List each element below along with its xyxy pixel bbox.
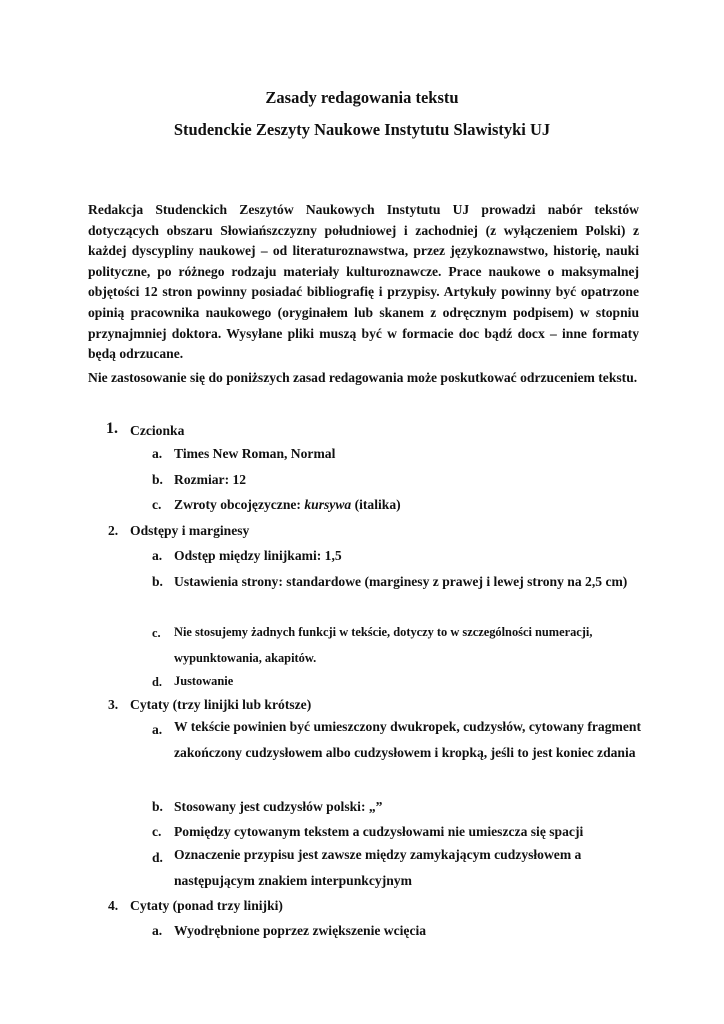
item-text: Ustawienia strony: standardowe (marginesy z prawej i lewej strony na 2,5 cm)	[174, 574, 628, 589]
item-text: Nie stosujemy żadnych funkcji w tekście, dotyczy to w szczególności numeracji, wypunktowania, akapitów.	[174, 625, 593, 665]
item-text: Justowanie	[174, 674, 234, 688]
item-letter: d.	[152, 850, 163, 865]
section-label: Odstępy i marginesy	[130, 523, 250, 538]
item-text: Wyodrębnione poprzez zwiększenie wcięcia	[174, 923, 427, 938]
item-letter: c.	[152, 497, 162, 512]
document-subtitle: Studenckie Zeszyty Naukowe Instytutu Slawistyki UJ	[173, 120, 551, 139]
item-letter: d.	[152, 675, 162, 689]
item-letter: a.	[152, 923, 163, 938]
section-label: Cytaty (ponad trzy linijki)	[130, 898, 283, 913]
item-letter: b.	[152, 574, 163, 589]
section-label: Czcionka	[130, 423, 185, 438]
item-text: Stosowany jest cudzysłów polski: „”	[174, 799, 383, 814]
item-letter: a.	[152, 446, 163, 461]
item-text: Odstęp między linijkami: 1,5	[174, 548, 342, 563]
item-letter: c.	[152, 626, 161, 640]
section-number: 4.	[108, 898, 119, 913]
document-title: Zasady redagowania tekstu	[265, 88, 459, 107]
item-text: W tekście powinien być umieszczony dwukropek, cudzysłów, cytowany fragment zakończony cudzysłowem albo cudzysłowem i kropką, jeśli to jest koniec zdania	[174, 719, 641, 760]
section-label: Cytaty (trzy linijki lub krótsze)	[130, 697, 312, 712]
item-letter: a.	[152, 722, 163, 737]
item-letter: a.	[152, 548, 163, 563]
item-text: Oznaczenie przypisu jest zawsze między zamykającym cudzysłowem a następującym znakiem interpunkcyjnym	[174, 847, 582, 888]
item-text: Pomiędzy cytowanym tekstem a cudzysłowami nie umieszcza się spacji	[174, 824, 584, 839]
item-text	[174, 492, 644, 518]
item-letter: b.	[152, 799, 163, 814]
item-text: Rozmiar: 12	[174, 472, 247, 487]
section-number: 2.	[108, 523, 119, 538]
warning-paragraph: Nie zastosowanie się do poniższych zasad redagowania może poskutkować odrzuceniem tekstu.	[88, 370, 638, 385]
item-text-plain: (italika)	[351, 497, 401, 512]
section-number: 1.	[106, 420, 118, 437]
section-number: 3.	[108, 697, 119, 712]
item-text: Times New Roman, Normal	[174, 446, 336, 461]
item-text-italic: kursywa	[304, 497, 352, 512]
item-letter: b.	[152, 472, 163, 487]
item-letter: c.	[152, 824, 162, 839]
intro-paragraph: Redakcja Studenckich Zeszytów Naukowych Instytutu UJ prowadzi nabór tekstów dotyczących obszaru Słowiańszczyzny południowej i zachodniej (z wyłączeniem Polski) z każdej dyscypliny naukowej – od literaturoznawstwa, przez językoznawstwo, historię, nauki polityczne, po różnego rodzaju materiały kulturoznawcze. Prace naukowe o maksymalnej objętości 12 stron powinny posiadać bibliografię i przypisy. Artykuły powinny być opatrzone opinią pracownika naukowego (oryginałem lub skanem z odręcznym podpisem) w stopniu przynajmniej doktora. Wysyłane pliki muszą być w formacie doc bądź docx – inne formaty będą odrzucane.	[88, 202, 639, 362]
item-text-plain: Zwroty obcojęzyczne:	[174, 497, 305, 512]
